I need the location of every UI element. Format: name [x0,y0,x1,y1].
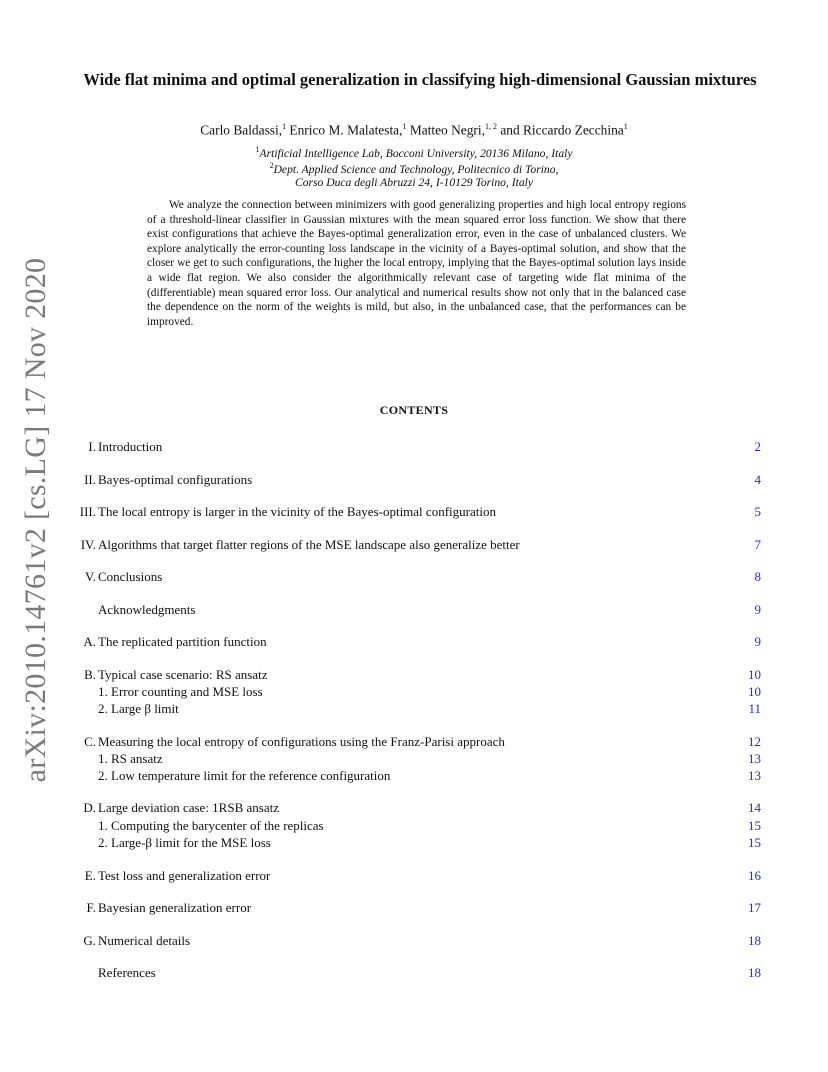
toc-entry[interactable] [0,666,828,684]
toc-entry[interactable] [0,683,828,701]
toc-entry-number: III. [79,504,96,519]
toc-page-link[interactable]: 15 [748,818,761,833]
toc-entry-title: Numerical details [98,933,191,948]
toc-entry-title: Bayes-optimal configurations [98,472,253,487]
toc-entry-title: 1. Error counting and MSE loss [98,684,263,699]
affiliation-text: Dept. Applied Science and Technology, Politecnico di Torino, [273,162,559,176]
toc-entry-title: The replicated partition function [98,634,267,649]
toc-entry[interactable] [0,536,828,554]
toc-entry-title: 1. Computing the barycenter of the replicas [98,818,324,833]
abstract-text: We analyze the connection between minimizers with good generalizing properties and high local entropy regions of a threshold-linear classifier in Gaussian mixtures with the mean squared error loss function. We show that there exist configurations that achieve the Bayes-optimal generalization error, even in the case of unbalanced clusters. We explore analytically the error-counting loss landscape in the vicinity of a Bayes-optimal solution, and show that the closer we get to such configurations, the higher the local entropy, implying that the Bayes-optimal solution lays inside a wide flat region. We also consider the algorithmically relevant case of targeting wide flat minima of the (differentiable) mean squared error loss. Our analytical and numerical results show not only that in the balanced case the dependence on the norm of the weights is mild, but also, in the unbalanced case, that the performances can be improved. [147,199,686,328]
toc-page-link[interactable]: 14 [748,800,761,815]
toc-entry[interactable] [0,932,828,950]
toc-entry-number: A. [83,634,96,649]
toc-entry[interactable] [0,733,828,751]
toc-entry-number: G. [83,933,96,948]
toc-page-link[interactable]: 5 [754,504,761,519]
paper-title: Wide flat minima and optimal generalization in classifying high-dimensional Gaussian mixtures [83,70,757,89]
toc-page-link[interactable]: 17 [748,900,761,915]
toc-page-link[interactable]: 13 [748,751,761,766]
toc-entry-number: D. [83,800,96,815]
toc-entry-title: Test loss and generalization error [98,868,271,883]
toc-page-link[interactable]: 10 [748,667,761,682]
author: and Riccardo Zecchina [500,122,624,138]
toc-entry[interactable] [0,471,828,489]
toc-entry[interactable] [0,568,828,586]
toc-entry-title: References [98,965,156,980]
toc-entry[interactable] [0,899,828,917]
toc-page-link[interactable]: 18 [748,933,761,948]
affiliation-address [0,176,828,189]
toc-entry-number: F. [86,900,96,915]
affiliation-marker: 2 [269,161,274,170]
arxiv-identifier: arXiv:2010.14761v2 [cs.LG] 17 Nov 2020 [19,257,52,783]
toc-page-link[interactable]: 7 [754,537,761,552]
toc-page-link[interactable]: 4 [754,472,761,487]
affiliation-text: Corso Duca degli Abruzzi 24, I-10129 Torino, Italy [294,176,533,189]
toc-entry-number: II. [84,472,96,487]
toc-entry[interactable] [0,633,828,651]
author: Carlo Baldassi, [200,122,283,138]
toc-entry-number: B. [84,667,96,682]
toc-entry[interactable] [0,817,828,835]
toc-entry[interactable] [0,750,828,768]
toc-entry[interactable] [0,601,828,619]
toc-page-link[interactable]: 13 [748,768,761,783]
toc-entry-number: IV. [80,537,96,552]
toc-entry[interactable] [0,867,828,885]
toc-page-link[interactable]: 9 [754,602,761,617]
toc-page-link[interactable]: 2 [754,439,761,454]
author-affil-marker: 1 [282,122,287,131]
author-affil-marker: 1 [623,122,628,131]
toc-page-link[interactable]: 8 [754,569,761,584]
toc-entry-title: Measuring the local entropy of configurations using the Franz-Parisi approach [98,734,505,749]
toc-entry-number: I. [88,439,96,454]
toc-page-link[interactable]: 11 [748,701,761,716]
affiliation [0,161,828,176]
toc-entry-number: E. [84,868,96,883]
toc-page-link[interactable]: 9 [754,634,761,649]
toc-entry[interactable] [0,964,828,982]
toc-entry-title: 1. RS ansatz [98,751,163,766]
toc-entry-title: 2. Large β limit [98,701,179,716]
toc-page-link[interactable]: 15 [748,835,761,850]
toc-entry-number: V. [85,569,96,584]
author: Enrico M. Malatesta, [289,122,403,138]
toc-entry-title: Conclusions [98,569,163,584]
toc-entry[interactable] [0,438,828,456]
toc-page-link[interactable]: 18 [748,965,761,980]
toc-entry-title: Introduction [98,439,163,454]
toc-entry[interactable] [0,503,828,521]
toc-entry-number: C. [84,734,96,749]
toc-page-link[interactable]: 16 [748,868,761,883]
affiliation-marker: 1 [255,145,260,154]
toc-entry[interactable] [0,700,828,718]
toc-entry-title: 2. Large-β limit for the MSE loss [98,835,271,850]
contents-heading: CONTENTS [379,403,449,417]
toc-page-link[interactable]: 12 [748,734,761,749]
author-affil-marker: 1, 2 [484,122,497,131]
toc-entry-title: The local entropy is larger in the vicinity of the Bayes-optimal configuration [98,504,496,519]
toc-entry-title: Large deviation case: 1RSB ansatz [98,800,279,815]
toc-entry[interactable] [0,767,828,785]
abstract [147,198,686,329]
affiliation [0,145,828,160]
toc-page-link[interactable]: 10 [748,684,761,699]
author-affil-marker: 1 [402,122,407,131]
affiliation-text: Artificial Intelligence Lab, Bocconi University, 20136 Milano, Italy [259,146,573,160]
toc-entry[interactable] [0,834,828,852]
toc-entry-title: 2. Low temperature limit for the reference configuration [98,768,391,783]
author: Matteo Negri, [409,122,485,138]
toc-entry-title: Bayesian generalization error [98,900,252,915]
toc-entry-title: Acknowledgments [98,602,196,617]
toc-entry[interactable] [0,799,828,817]
toc-entry-title: Typical case scenario: RS ansatz [98,667,268,682]
toc-entry-title: Algorithms that target flatter regions of the MSE landscape also generalize better [98,537,520,552]
author-list [0,122,828,138]
